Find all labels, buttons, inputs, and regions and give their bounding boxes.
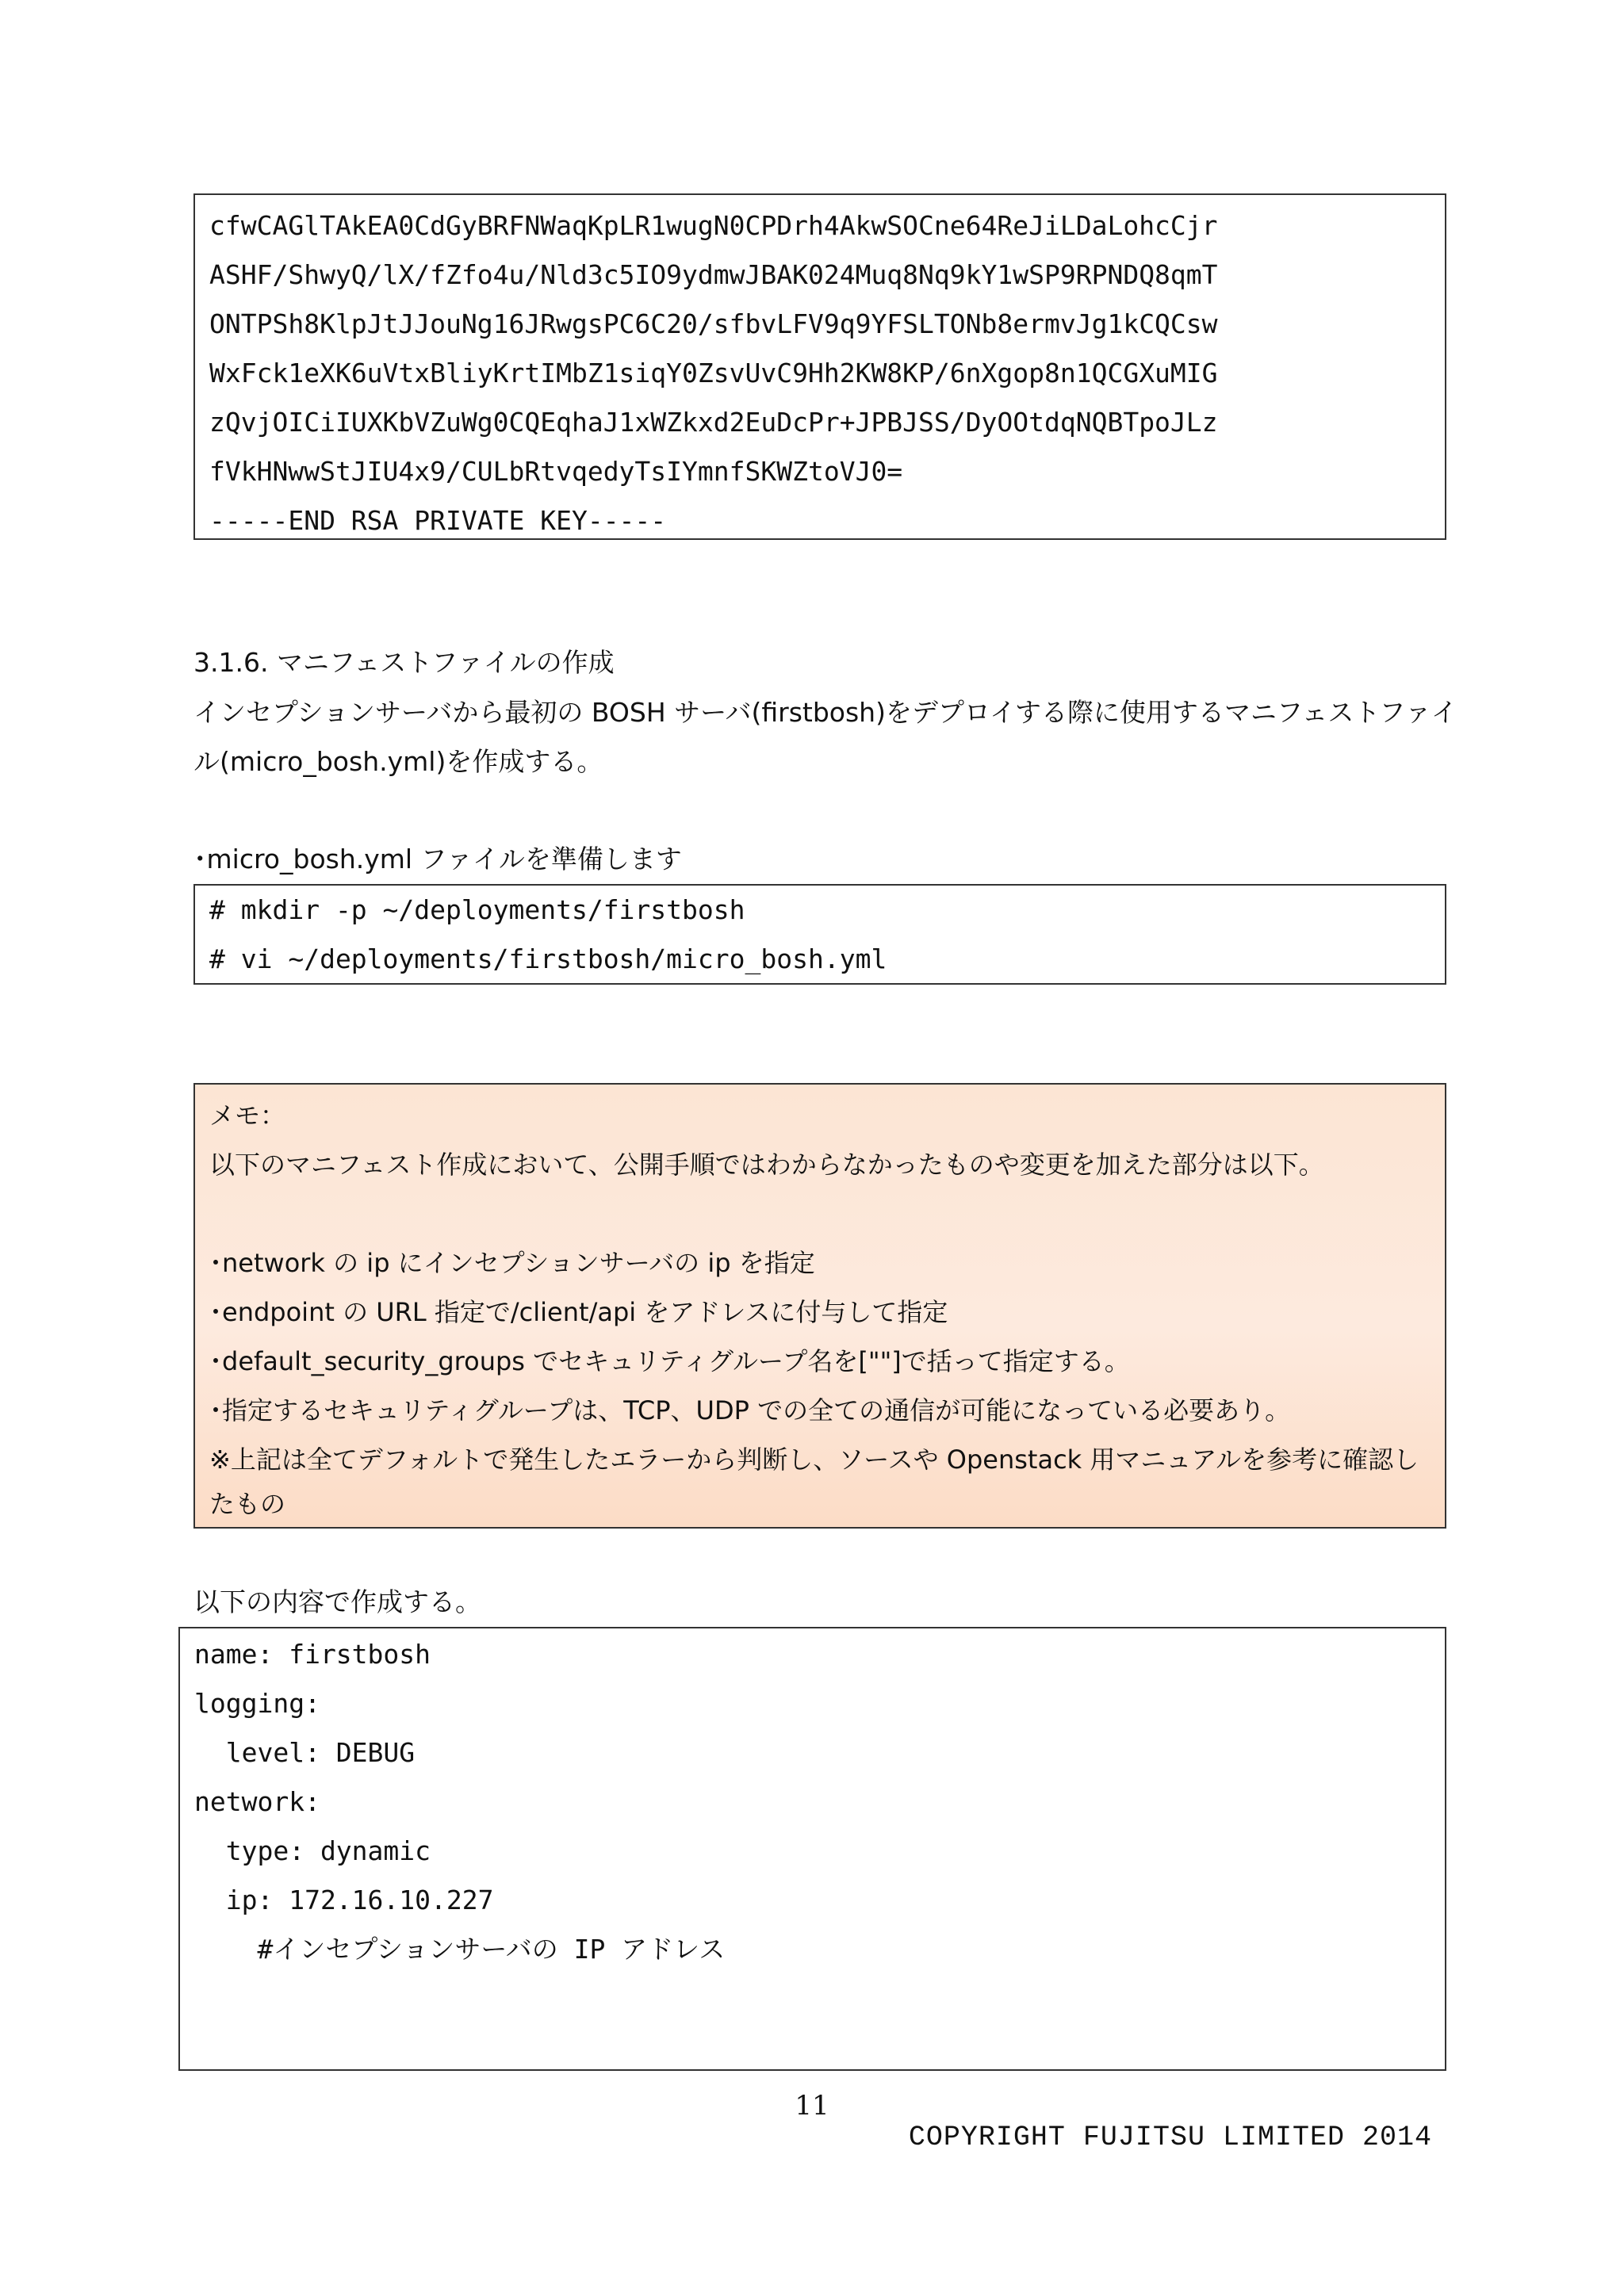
yaml-line: name: firstbosh [194, 1639, 431, 1670]
key-line: ASHF/ShwyQ/lX/fZfo4u/Nld3c5IO9ydmwJBAK024Muq8Nq9kY1wSP9RPNDQ8qmT [209, 259, 1218, 290]
key-line: WxFck1eXK6uVtxBliyKrtIMbZ1siqY0ZsvUvC9Hh2KW8KP/6nXgop8n1QCGXuMIG [209, 358, 1218, 388]
yaml-line: network: [194, 1786, 320, 1817]
section-paragraph-line: インセプションサーバから最初の BOSH サーバ(firstbosh)をデプロイする際に使用するマニフェストファイ [193, 697, 1457, 728]
key-line: zQvjOICiIUXKbVZuWg0CQEqhaJ1xWZkxd2EuDcPr+JPBJSS/DyOOtdqNQBTpoJLz [209, 407, 1218, 438]
page-number: 11 [795, 2090, 829, 2122]
copyright-notice: COPYRIGHT FUJITSU LIMITED 2014 [908, 2122, 1432, 2153]
command-box [193, 884, 1446, 985]
memo-line: ･指定するセキュリティグループは、TCP、UDP での全ての通信が可能になっている必要あり。 [209, 1395, 1291, 1425]
memo-line: 以下のマニフェスト作成において、公開手順ではわからなかったものや変更を加えた部分は以下。 [209, 1150, 1324, 1180]
memo-line: たもの [209, 1489, 286, 1519]
memo-line: ※上記は全てデフォルトで発生したエラーから判断し、ソースや Openstack 用マニュアルを参考に確認し [209, 1445, 1419, 1475]
prepare-label: ･micro_bosh.yml ファイルを準備します [193, 844, 682, 874]
memo-line: ･endpoint の URL 指定で/client/api をアドレスに付与して指定 [209, 1297, 948, 1327]
section-heading: 3.1.6. マニフェストファイルの作成 [193, 647, 615, 678]
command-line: # vi ~/deployments/firstbosh/micro_bosh.yml [209, 943, 887, 974]
section-paragraph-line: ル(micro_bosh.yml)を作成する。 [193, 746, 603, 777]
key-line: ONTPSh8KlpJtJJouNg16JRwgsPC6C20/sfbvLFV9q9YFSLTONb8ermvJg1kCQCsw [209, 308, 1218, 339]
key-line: -----END RSA PRIVATE KEY----- [209, 505, 667, 536]
yaml-intro: 以下の内容で作成する。 [193, 1586, 481, 1617]
memo-box [193, 1083, 1446, 1529]
yaml-line: logging: [194, 1688, 320, 1719]
memo-line: ･default_security_groups でセキュリティグループ名を[""]で括って指定する。 [209, 1346, 1130, 1376]
memo-title: メモ： [209, 1100, 286, 1131]
key-line: fVkHNwwStJIU4x9/CULbRtvqedyTsIYmnfSKWZtoVJ0= [209, 456, 903, 487]
memo-line: ･network の ip にインセプションサーバの ip を指定 [209, 1248, 815, 1278]
yaml-line: ip: 172.16.10.227 [194, 1885, 494, 1915]
yaml-line: type: dynamic [194, 1835, 431, 1866]
command-line: # mkdir -p ~/deployments/firstbosh [209, 894, 745, 925]
yaml-line: level: DEBUG [194, 1737, 416, 1768]
yaml-box [178, 1627, 1446, 2071]
private-key-box [193, 193, 1446, 540]
yaml-comment: #インセプションサーバの IP アドレス [194, 1934, 726, 1965]
key-line: cfwCAGlTAkEA0CdGyBRFNWaqKpLR1wugN0CPDrh4AkwSOCne64ReJiLDaLohcCjr [209, 210, 1218, 241]
